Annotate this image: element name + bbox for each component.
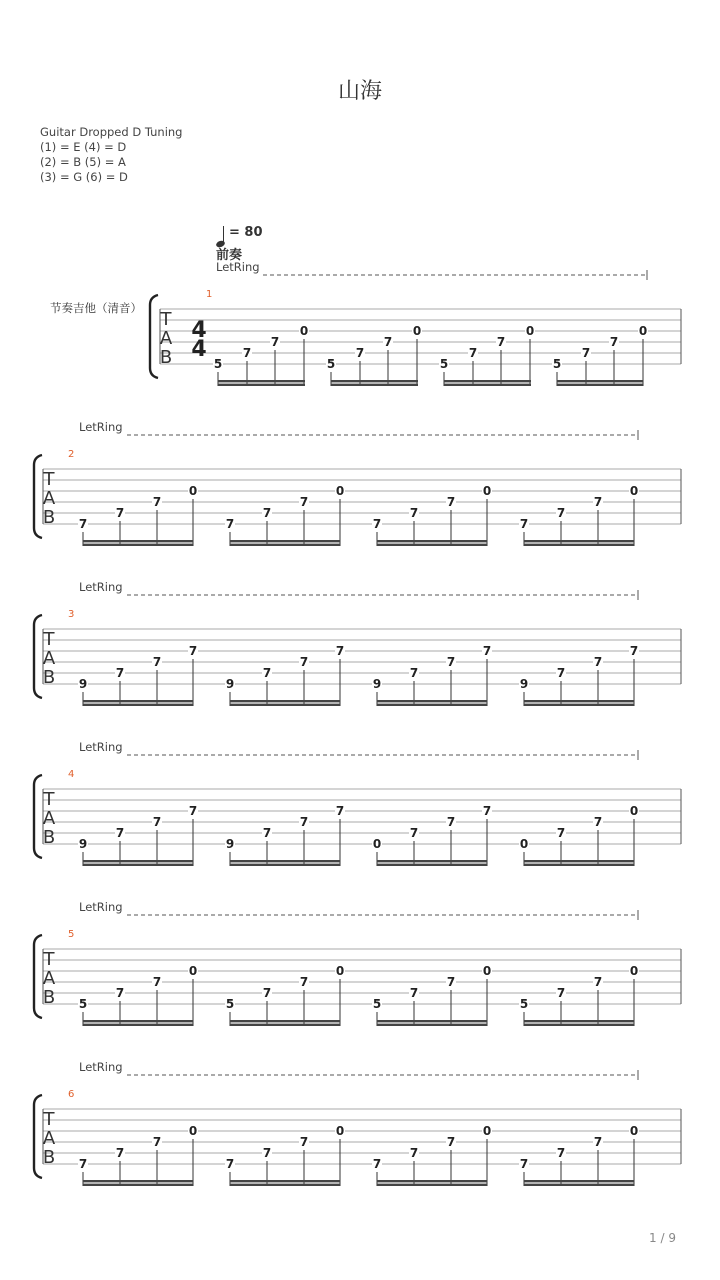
fret-number: 7 [593, 1135, 603, 1149]
beam [524, 1180, 634, 1182]
beam [377, 1180, 487, 1182]
beam [524, 540, 634, 542]
fret-number: 7 [225, 1157, 235, 1171]
beam [377, 860, 487, 862]
beam [524, 544, 634, 546]
fret-number: 0 [519, 837, 529, 851]
fret-number: 7 [609, 335, 619, 349]
fret-number: 7 [556, 666, 566, 680]
fret-number: 0 [482, 1124, 492, 1138]
fret-number: 0 [638, 324, 648, 338]
fret-number: 7 [629, 644, 639, 658]
beam [377, 700, 487, 702]
fret-number: 7 [115, 666, 125, 680]
fret-number: 7 [593, 815, 603, 829]
tuning-line: (1) = E (4) = D [40, 140, 127, 154]
beam [557, 384, 643, 386]
fret-number: 7 [115, 826, 125, 840]
fret-number: 7 [519, 1157, 529, 1171]
fret-number: 5 [439, 357, 449, 371]
fret-number: 5 [372, 997, 382, 1011]
fret-number: 7 [409, 506, 419, 520]
fret-number: 9 [78, 677, 88, 691]
fret-number: 7 [409, 666, 419, 680]
beam [83, 1024, 193, 1026]
fret-number: 7 [299, 975, 309, 989]
fret-number: 7 [335, 644, 345, 658]
beam [83, 540, 193, 542]
beam [524, 1020, 634, 1022]
fret-number: 7 [409, 826, 419, 840]
fret-number: 0 [335, 484, 345, 498]
fret-number: 7 [409, 986, 419, 1000]
fret-number: 5 [225, 997, 235, 1011]
beam [377, 1024, 487, 1026]
beam [377, 544, 487, 546]
fret-number: 7 [299, 815, 309, 829]
system-bracket [34, 615, 42, 698]
let-ring-label: LetRing [79, 900, 123, 914]
beam [218, 380, 305, 382]
beam [230, 864, 340, 866]
fret-number: 0 [372, 837, 382, 851]
fret-number: 7 [556, 986, 566, 1000]
beam [83, 864, 193, 866]
fret-number: 7 [482, 804, 492, 818]
fret-number: 7 [593, 975, 603, 989]
beam [377, 864, 487, 866]
tab-clef-letter: T [43, 789, 55, 810]
tab-clef-letter: A [42, 1128, 56, 1149]
fret-number: 7 [355, 346, 365, 360]
fret-number: 7 [115, 986, 125, 1000]
fret-number: 7 [446, 975, 456, 989]
tab-clef-letter: T [43, 949, 55, 970]
beam [83, 1020, 193, 1022]
beam [83, 700, 193, 702]
fret-number: 7 [446, 1135, 456, 1149]
fret-number: 7 [188, 644, 198, 658]
system-bracket [34, 935, 42, 1018]
fret-number: 7 [299, 495, 309, 509]
fret-number: 7 [446, 495, 456, 509]
fret-number: 5 [519, 997, 529, 1011]
let-ring-label: LetRing [79, 580, 123, 594]
fret-number: 0 [335, 964, 345, 978]
tab-clef-letter: A [159, 328, 173, 349]
beam [524, 864, 634, 866]
fret-number: 7 [335, 804, 345, 818]
let-ring-label: LetRing [79, 1060, 123, 1074]
tab-clef-letter: A [42, 488, 56, 509]
fret-number: 0 [335, 1124, 345, 1138]
system-bracket [34, 775, 42, 858]
tab-clef-letter: B [159, 347, 173, 368]
measure-number: 1 [206, 289, 213, 300]
fret-number: 7 [468, 346, 478, 360]
fret-number: 7 [152, 975, 162, 989]
fret-number: 7 [446, 815, 456, 829]
beam [377, 1184, 487, 1186]
fret-number: 9 [225, 837, 235, 851]
system-bracket [34, 455, 42, 538]
fret-number: 9 [372, 677, 382, 691]
fret-number: 5 [213, 357, 223, 371]
fret-number: 0 [482, 964, 492, 978]
tab-clef-letter: A [42, 808, 56, 829]
tuning-name: Guitar Dropped D Tuning [40, 125, 183, 139]
measure-number: 5 [68, 929, 75, 940]
fret-number: 7 [78, 1157, 88, 1171]
let-ring-label: LetRing [79, 740, 123, 754]
beam [230, 704, 340, 706]
system-bracket [34, 1095, 42, 1178]
fret-number: 0 [629, 484, 639, 498]
beam [524, 1024, 634, 1026]
fret-number: 0 [482, 484, 492, 498]
fret-number: 5 [552, 357, 562, 371]
beam [230, 544, 340, 546]
fret-number: 7 [270, 335, 280, 349]
beam [83, 1180, 193, 1182]
tab-clef-letter: T [43, 469, 55, 490]
beam [83, 1184, 193, 1186]
instrument-name: 节奏吉他（清音） [50, 301, 142, 315]
fret-number: 5 [78, 997, 88, 1011]
fret-number: 7 [152, 655, 162, 669]
fret-number: 0 [629, 964, 639, 978]
fret-number: 7 [383, 335, 393, 349]
score-title: 山海 [337, 79, 382, 104]
beam [230, 540, 340, 542]
fret-number: 0 [188, 484, 198, 498]
fret-number: 7 [242, 346, 252, 360]
tab-clef-letter: T [160, 309, 172, 330]
beam [377, 704, 487, 706]
fret-number: 0 [629, 1124, 639, 1138]
fret-number: 7 [262, 506, 272, 520]
beam [524, 704, 634, 706]
measure-number: 3 [68, 609, 75, 620]
fret-number: 7 [496, 335, 506, 349]
tab-clef-letter: T [43, 629, 55, 650]
measure-number: 6 [68, 1089, 75, 1100]
beam [377, 540, 487, 542]
fret-number: 7 [593, 655, 603, 669]
beam [557, 380, 643, 382]
page-number: 1 / 9 [649, 1231, 676, 1245]
beam [230, 1184, 340, 1186]
fret-number: 0 [412, 324, 422, 338]
beam [377, 1020, 487, 1022]
time-signature-denominator: 4 [191, 337, 207, 362]
fret-number: 7 [556, 506, 566, 520]
fret-number: 7 [372, 517, 382, 531]
beam [230, 1020, 340, 1022]
beam [444, 380, 531, 382]
fret-number: 7 [262, 666, 272, 680]
fret-number: 7 [409, 1146, 419, 1160]
beam [230, 860, 340, 862]
fret-number: 7 [299, 655, 309, 669]
fret-number: 7 [519, 517, 529, 531]
measure-number: 4 [68, 769, 75, 780]
measure-number: 2 [68, 449, 75, 460]
beam [230, 700, 340, 702]
beam [83, 704, 193, 706]
tuning-line: (3) = G (6) = D [40, 170, 128, 184]
fret-number: 7 [482, 644, 492, 658]
tab-clef-letter: A [42, 968, 56, 989]
let-ring-label: LetRing [79, 420, 123, 434]
section-label: 前奏 [216, 248, 243, 263]
fret-number: 7 [262, 826, 272, 840]
tab-clef-letter: B [42, 827, 56, 848]
time-signature-numerator: 4 [191, 318, 207, 343]
fret-number: 0 [188, 964, 198, 978]
fret-number: 7 [115, 506, 125, 520]
fret-number: 5 [326, 357, 336, 371]
fret-number: 7 [556, 826, 566, 840]
fret-number: 7 [262, 1146, 272, 1160]
beam [230, 1024, 340, 1026]
fret-number: 7 [78, 517, 88, 531]
tab-clef-letter: T [43, 1109, 55, 1130]
fret-number: 7 [225, 517, 235, 531]
fret-number: 7 [152, 815, 162, 829]
beam [230, 1180, 340, 1182]
fret-number: 7 [262, 986, 272, 1000]
fret-number: 7 [593, 495, 603, 509]
fret-number: 7 [115, 1146, 125, 1160]
fret-number: 7 [188, 804, 198, 818]
fret-number: 0 [188, 1124, 198, 1138]
fret-number: 7 [556, 1146, 566, 1160]
beam [331, 380, 418, 382]
let-ring-label: LetRing [216, 260, 260, 274]
beam [83, 860, 193, 862]
beam [524, 1184, 634, 1186]
tempo-value: = 80 [229, 225, 263, 240]
fret-number: 7 [152, 1135, 162, 1149]
beam [444, 384, 531, 386]
beam [524, 700, 634, 702]
system-bracket [150, 295, 158, 378]
fret-number: 7 [152, 495, 162, 509]
beam [218, 384, 305, 386]
tuning-line: (2) = B (5) = A [40, 155, 126, 169]
fret-number: 9 [225, 677, 235, 691]
beam [83, 544, 193, 546]
tab-clef-letter: A [42, 648, 56, 669]
beam [524, 860, 634, 862]
fret-number: 9 [519, 677, 529, 691]
fret-number: 0 [525, 324, 535, 338]
fret-number: 7 [581, 346, 591, 360]
fret-number: 0 [629, 804, 639, 818]
tab-clef-letter: B [42, 987, 56, 1008]
tab-clef-letter: B [42, 1147, 56, 1168]
fret-number: 7 [446, 655, 456, 669]
fret-number: 7 [372, 1157, 382, 1171]
fret-number: 9 [78, 837, 88, 851]
beam [331, 384, 418, 386]
fret-number: 7 [299, 1135, 309, 1149]
tab-clef-letter: B [42, 667, 56, 688]
tab-clef-letter: B [42, 507, 56, 528]
fret-number: 0 [299, 324, 309, 338]
